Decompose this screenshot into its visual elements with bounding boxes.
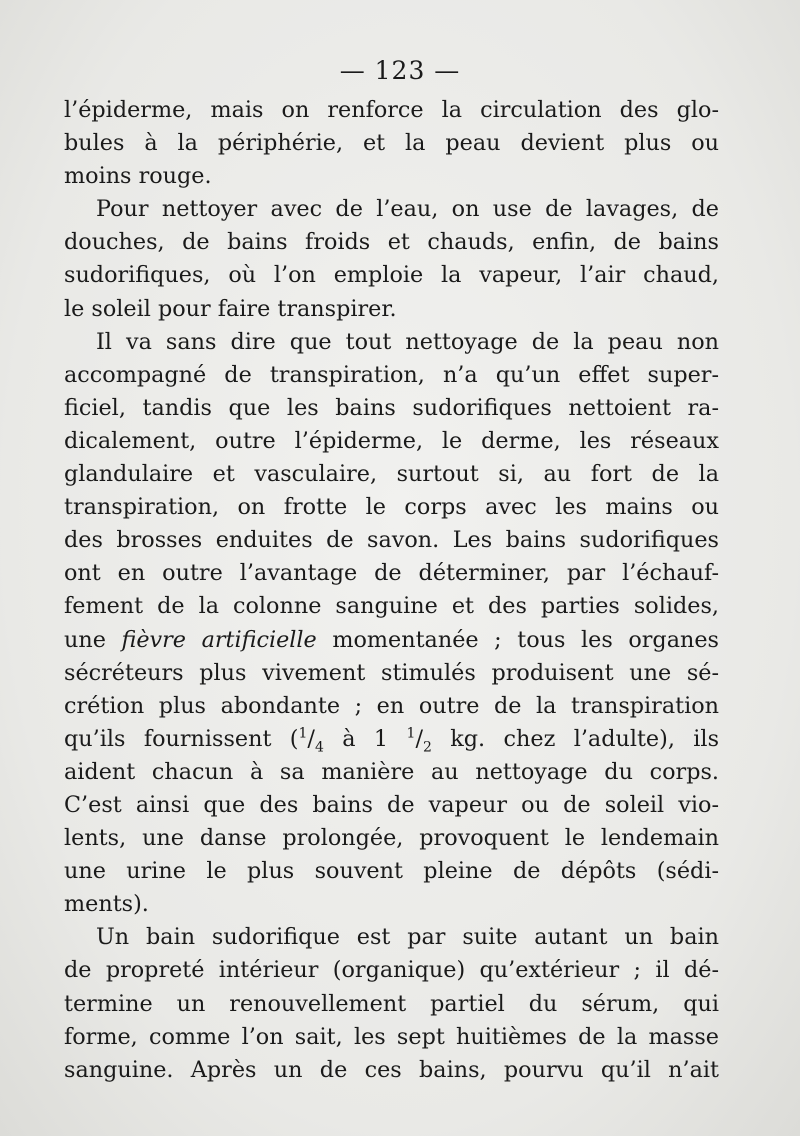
- text-segment: de propreté intérieur (organique) qu’extérieur ; il dé-: [64, 957, 719, 984]
- text-segment: une: [64, 626, 122, 653]
- text-segment: kg. chez l’adulte), ils: [431, 725, 719, 752]
- text-line: [64, 690, 719, 723]
- text-line: [64, 127, 719, 160]
- text-line: [64, 1054, 719, 1087]
- text-segment: moins rouge.: [64, 163, 212, 190]
- text-segment: forme, comme l’on sait, les sept huitièmes de la masse: [64, 1023, 719, 1050]
- text-line: [64, 988, 719, 1021]
- italic-text: fièvre artificielle: [121, 626, 317, 653]
- text-segment: le soleil pour faire transpirer.: [64, 295, 397, 322]
- body-text: [64, 94, 719, 1087]
- text-segment: fement de la colonne sanguine et des parties solides,: [64, 593, 719, 620]
- text-line: [64, 160, 719, 193]
- text-segment: /: [307, 725, 315, 752]
- text-segment: accompagné de transpiration, n’a qu’un effet super-: [64, 361, 719, 388]
- text-segment: aident chacun à sa manière au nettoyage du corps.: [64, 758, 719, 785]
- text-line: [64, 226, 719, 259]
- text-segment: sécréteurs plus vivement stimulés produisent une sé-: [64, 659, 719, 686]
- text-segment: glandulaire et vasculaire, surtout si, au fort de la: [64, 461, 719, 488]
- text-segment: des brosses enduites de savon. Les bains sudorifiques: [64, 527, 719, 554]
- text-line: [64, 1021, 719, 1054]
- text-segment: bules à la périphérie, et la peau devient plus ou: [64, 130, 719, 157]
- text-segment: 2: [422, 739, 432, 756]
- text-segment: termine un renouvellement partiel du sérum, qui: [64, 990, 719, 1017]
- text-segment: ments).: [64, 891, 149, 918]
- text-segment: transpiration, on frotte le corps avec les mains ou: [64, 494, 719, 521]
- text-line: [64, 590, 719, 623]
- page-number: — 123 —: [339, 56, 461, 85]
- text-segment: qu’ils fournissent (: [64, 725, 299, 752]
- text-line: [64, 855, 719, 888]
- text-line: [64, 193, 719, 226]
- text-segment: dicalement, outre l’épiderme, le derme, les réseaux: [64, 427, 719, 454]
- text-segment: momentanée ; tous les organes: [316, 626, 719, 653]
- text-line: [64, 524, 719, 557]
- text-line: [64, 822, 719, 855]
- text-segment: sanguine. Après un de ces bains, pourvu qu’il n’ait: [64, 1056, 719, 1083]
- text-segment: 1: [406, 725, 416, 742]
- text-segment: Un bain sudorifique est par suite autant un bain: [96, 924, 719, 951]
- text-segment: 1: [298, 725, 308, 742]
- text-line: [64, 723, 719, 756]
- text-segment: Pour nettoyer avec de l’eau, on use de lavages, de: [96, 196, 719, 223]
- text-segment: l’épiderme, mais on renforce la circulation des glo-: [64, 97, 719, 123]
- text-line: [64, 359, 719, 392]
- text-line: [64, 624, 719, 657]
- text-segment: ficiel, tandis que les bains sudorifiques nettoient ra-: [64, 394, 719, 421]
- text-segment: une urine le plus souvent pleine de dépôts (sédi-: [64, 858, 719, 885]
- text-line: [64, 657, 719, 690]
- text-segment: à 1: [323, 725, 407, 752]
- text-line: [64, 756, 719, 789]
- text-line: [64, 557, 719, 590]
- text-segment: sudorifiques, où l’on emploie la vapeur, l’air chaud,: [64, 262, 719, 289]
- text-line: [64, 888, 719, 921]
- text-line: [64, 293, 719, 326]
- text-segment: douches, de bains froids et chauds, enfin, de bains: [64, 229, 719, 256]
- text-line: [64, 954, 719, 987]
- text-segment: lents, une danse prolongée, provoquent le lendemain: [64, 825, 719, 852]
- text-line: [64, 259, 719, 292]
- text-segment: /: [415, 725, 423, 752]
- text-segment: Il va sans dire que tout nettoyage de la peau non: [96, 328, 719, 355]
- text-line: [64, 789, 719, 822]
- text-line: [64, 491, 719, 524]
- text-segment: ont en outre l’avantage de déterminer, par l’échauf-: [64, 560, 719, 587]
- text-line: [64, 458, 719, 491]
- text-line: [64, 425, 719, 458]
- text-segment: 4: [314, 739, 324, 756]
- text-line: [64, 94, 719, 127]
- text-segment: C’est ainsi que des bains de vapeur ou de soleil vio-: [64, 791, 719, 818]
- text-segment: crétion plus abondante ; en outre de la transpiration: [64, 692, 719, 719]
- text-line: [64, 326, 719, 359]
- text-line: [64, 392, 719, 425]
- text-line: [64, 921, 719, 954]
